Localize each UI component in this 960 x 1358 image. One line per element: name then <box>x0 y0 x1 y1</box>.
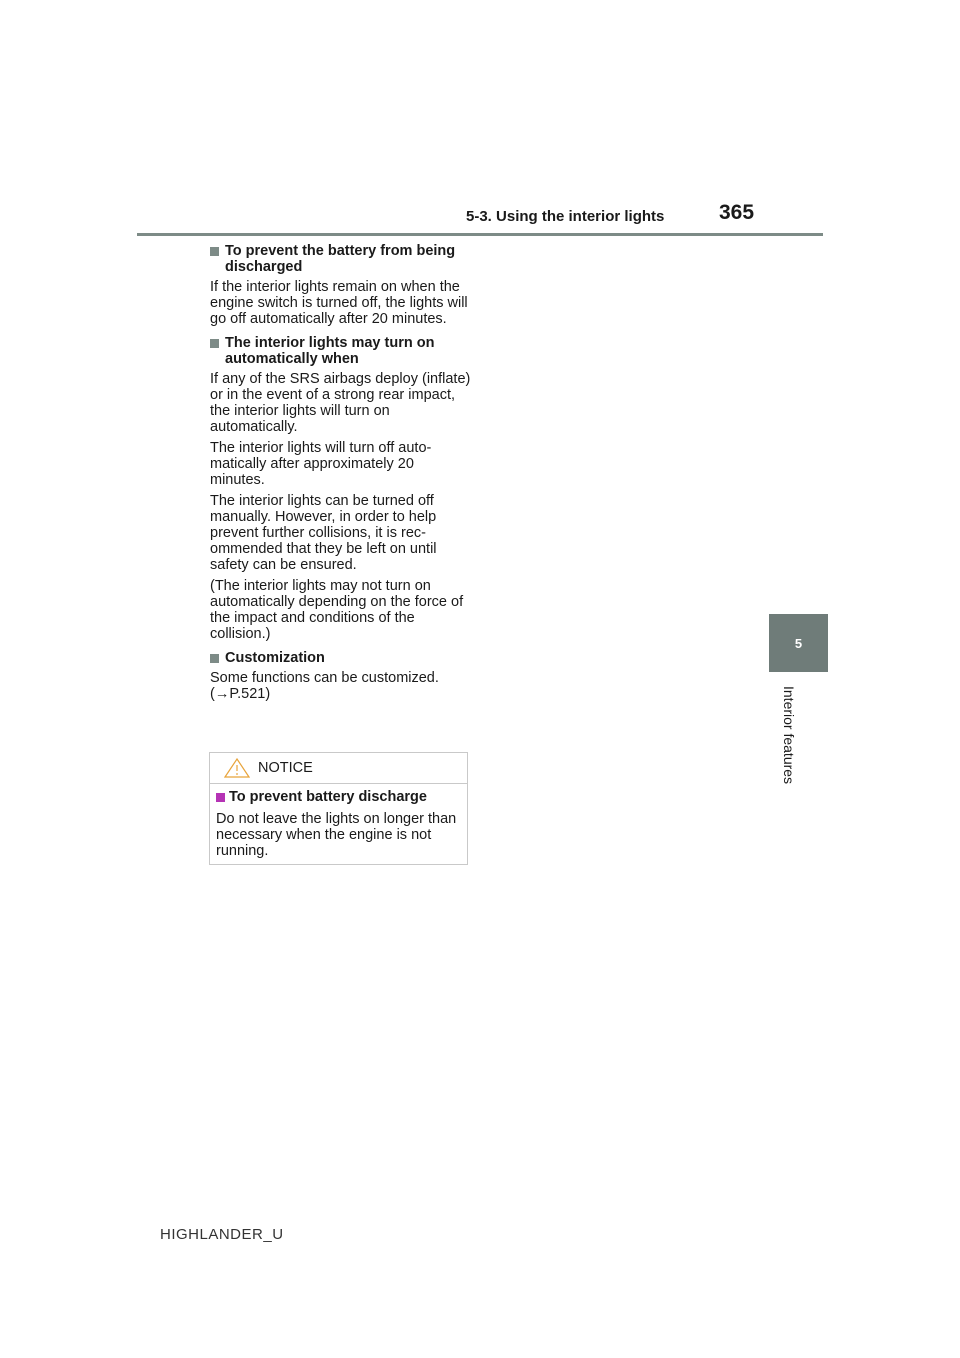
subhead-battery <box>210 243 472 275</box>
chapter-number: 5 <box>794 635 803 651</box>
chapter-tab <box>769 614 828 672</box>
subhead-text: To prevent the battery from being discharged <box>225 243 456 275</box>
subhead-customization <box>210 650 472 666</box>
square-bullet-icon <box>210 247 219 256</box>
header-rule <box>137 233 823 236</box>
paragraph: The interior lights can be turned off manually. However, in order to help prevent further collisions, it is rec-ommended that they be left on until safety can be ensured. <box>210 493 437 573</box>
subhead-text: The interior lights may turn on automatically when <box>225 335 435 367</box>
notice-box <box>209 752 468 865</box>
paragraph: The interior lights will turn off auto-matically after approximately 20 minutes. <box>210 440 432 488</box>
chapter-label: Interior features <box>781 686 797 785</box>
subhead-text: Customization <box>225 650 325 666</box>
notice-subhead-text: To prevent battery discharge <box>229 789 427 805</box>
main-content <box>210 243 472 707</box>
subhead-auto-on <box>210 335 472 367</box>
page-number: 365 <box>719 201 755 224</box>
square-bullet-icon <box>210 339 219 348</box>
square-bullet-icon <box>210 654 219 663</box>
notice-header <box>210 753 467 784</box>
paragraph: If the interior lights remain on when the engine switch is turned off, the lights will go off automatically after 20 minutes. <box>210 279 468 327</box>
notice-body <box>210 784 467 859</box>
header-section-title: 5-3. Using the interior lights <box>466 208 665 225</box>
paragraph-link: Some functions can be customized. (→P.521) <box>210 670 439 702</box>
square-bullet-icon <box>216 793 225 802</box>
paragraph: (The interior lights may not turn on automatically depending on the force of the impact and conditions of the collision.) <box>210 578 464 642</box>
notice-title: NOTICE <box>258 760 313 776</box>
notice-text: Do not leave the lights on longer than necessary when the engine is not running. <box>216 811 457 859</box>
warning-triangle-icon <box>224 758 250 783</box>
notice-subhead <box>216 789 461 805</box>
footer-model: HIGHLANDER_U <box>160 1226 284 1243</box>
paragraph: If any of the SRS airbags deploy (inflate) or in the event of a strong rear impact, the interior lights will turn on automatically. <box>210 371 471 435</box>
